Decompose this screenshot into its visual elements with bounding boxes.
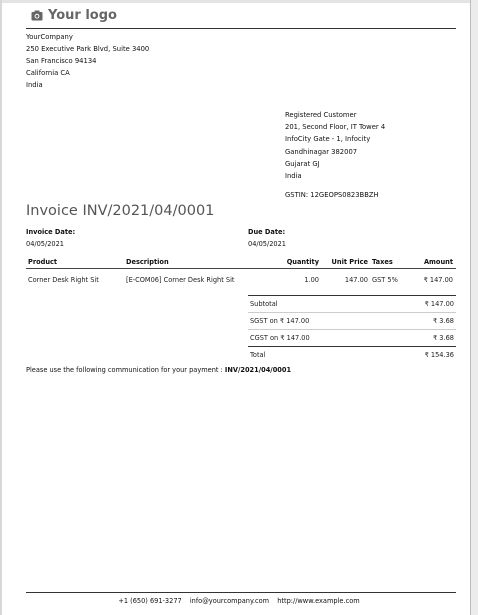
col-header-quantity: Quantity — [286, 258, 319, 266]
total-value: ₹ 154.36 — [424, 351, 454, 359]
header-divider — [26, 28, 456, 29]
col-header-product: Product — [28, 258, 58, 266]
company-street: 250 Executive Park Blvd, Suite 3400 — [26, 45, 150, 53]
company-name: YourCompany — [26, 33, 73, 41]
invoice-date-value: 04/05/2021 — [26, 240, 65, 248]
company-address — [26, 31, 149, 91]
cell-quantity: 1.00 — [304, 276, 319, 284]
sgst-divider — [248, 329, 456, 330]
col-header-description: Description — [126, 258, 169, 266]
cell-unit-price: 147.00 — [344, 276, 368, 284]
viewer-scrollbar[interactable] — [470, 0, 478, 615]
logo-text: Your logo — [48, 8, 117, 23]
footer-phone: +1 (650) 691-3277 — [118, 597, 182, 605]
due-date-label: Due Date: — [248, 228, 286, 236]
company-city: San Francisco 94134 — [26, 57, 97, 65]
customer-country: India — [285, 171, 302, 180]
customer-address — [285, 109, 385, 182]
cell-product: Corner Desk Right Sit — [28, 276, 99, 284]
payment-communication — [26, 366, 291, 374]
total-divider — [248, 346, 456, 347]
customer-street2: InfoCity Gate - 1, Infocity — [285, 135, 371, 144]
table-header-divider — [26, 268, 456, 269]
customer-city: Gandhinagar 382007 — [285, 147, 358, 156]
company-state: California CA — [26, 69, 70, 77]
totals-top-rule — [248, 295, 456, 296]
cell-taxes: GST 5% — [372, 276, 398, 284]
sgst-value: ₹ 3.68 — [433, 317, 454, 325]
customer-state: Gujarat GJ — [285, 159, 320, 168]
total-label: Total — [250, 351, 266, 359]
communication-text: Please use the following communication for your payment : — [26, 366, 225, 374]
subtotal-label: Subtotal — [250, 300, 278, 308]
sgst-label: SGST on ₹ 147.00 — [250, 317, 310, 325]
cgst-value: ₹ 3.68 — [433, 334, 454, 342]
cell-description: [E-COM06] Corner Desk Right Sit — [126, 276, 235, 284]
subtotal-divider — [248, 312, 456, 313]
viewer-top-edge — [0, 0, 478, 3]
invoice-date-label: Invoice Date: — [26, 228, 76, 236]
camera-icon — [31, 10, 43, 21]
col-header-unit-price: Unit Price — [331, 258, 368, 266]
footer — [0, 597, 478, 605]
footer-website[interactable]: http://www.example.com — [277, 597, 360, 605]
viewer-left-edge — [0, 0, 2, 615]
subtotal-value: ₹ 147.00 — [424, 300, 454, 308]
customer-name: Registered Customer — [285, 111, 357, 119]
customer-street: 201, Second Floor, IT Tower 4 — [285, 123, 386, 132]
customer-gstin: GSTIN: 12GEOPS0823BBZH — [285, 191, 379, 199]
company-logo — [31, 8, 117, 23]
communication-reference: INV/2021/04/0001 — [224, 366, 292, 374]
cgst-label: CGST on ₹ 147.00 — [250, 334, 310, 342]
footer-divider — [26, 592, 456, 593]
col-header-taxes: Taxes — [372, 258, 393, 266]
invoice-title: Invoice INV/2021/04/0001 — [26, 203, 215, 219]
due-date-value: 04/05/2021 — [248, 240, 287, 248]
cell-amount: ₹ 147.00 — [423, 276, 453, 284]
company-country: India — [26, 81, 43, 89]
col-header-amount: Amount — [423, 258, 453, 266]
footer-email[interactable]: info@yourcompany.com — [189, 597, 270, 605]
